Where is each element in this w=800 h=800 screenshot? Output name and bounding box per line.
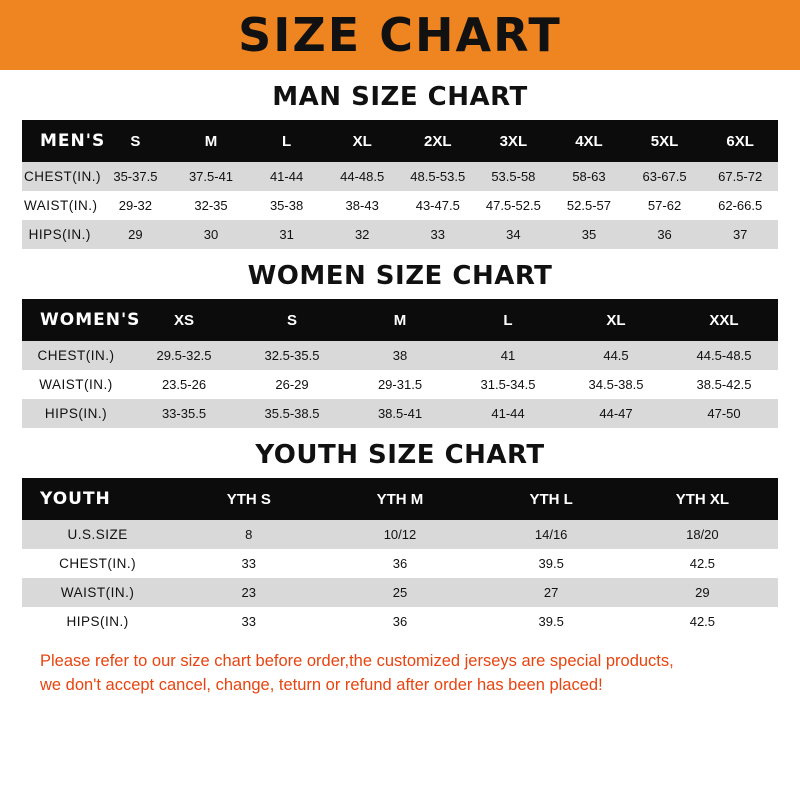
row-label-waist: WAIST(IN.) xyxy=(22,578,173,607)
header-cell-rowlabel: WOMEN'S xyxy=(22,299,130,341)
header-cell-l: L xyxy=(249,120,325,162)
header-cell-5xl: 5XL xyxy=(627,120,703,162)
row-label-hips: HIPS(IN.) xyxy=(22,399,130,428)
cell-chest-4xl: 58-63 xyxy=(551,162,627,191)
cell-chest-l: 41 xyxy=(454,341,562,370)
cell-hips-yth-s: 33 xyxy=(173,607,324,636)
header-cell-rowlabel: YOUTH xyxy=(22,478,173,520)
cell-waist-xs: 23.5-26 xyxy=(130,370,238,399)
cell-waist-l: 35-38 xyxy=(249,191,325,220)
table-women-body xyxy=(22,341,778,428)
table-youth-head xyxy=(22,478,778,520)
table-row xyxy=(22,162,778,191)
table-row xyxy=(22,578,778,607)
row-label-hips: HIPS(IN.) xyxy=(22,607,173,636)
cell-waist-m: 32-35 xyxy=(173,191,249,220)
header-cell-xl: XL xyxy=(324,120,400,162)
cell-hips-xxl: 47-50 xyxy=(670,399,778,428)
row-label-chest: CHEST(IN.) xyxy=(22,162,98,191)
cell-waist-yth-l: 27 xyxy=(476,578,627,607)
cell-chest-yth-xl: 42.5 xyxy=(627,549,778,578)
cell-hips-m: 38.5-41 xyxy=(346,399,454,428)
cell-hips-s: 29 xyxy=(98,220,174,249)
cell-chest-2xl: 48.5-53.5 xyxy=(400,162,476,191)
row-label-waist: WAIST(IN.) xyxy=(22,370,130,399)
cell-waist-yth-s: 23 xyxy=(173,578,324,607)
section-title-women: WOMEN SIZE CHART xyxy=(247,261,553,291)
cell-chest-xl: 44-48.5 xyxy=(324,162,400,191)
header-cell-xs: XS xyxy=(130,299,238,341)
header-cell-4xl: 4XL xyxy=(551,120,627,162)
header-cell-rowlabel: MEN'S xyxy=(22,120,98,162)
cell-waist-s: 29-32 xyxy=(98,191,174,220)
cell-hips-s: 35.5-38.5 xyxy=(238,399,346,428)
cell-chest-xl: 44.5 xyxy=(562,341,670,370)
cell-hips-xl: 32 xyxy=(324,220,400,249)
cell-chest-m: 38 xyxy=(346,341,454,370)
header-cell-m: M xyxy=(173,120,249,162)
cell-hips-yth-m: 36 xyxy=(324,607,475,636)
header-cell-2xl: 2XL xyxy=(400,120,476,162)
header-cell-s: S xyxy=(98,120,174,162)
table-man-body xyxy=(22,162,778,249)
header-cell-l: L xyxy=(454,299,562,341)
cell-chest-xs: 29.5-32.5 xyxy=(130,341,238,370)
table-header-row xyxy=(22,120,778,162)
cell-hips-2xl: 33 xyxy=(400,220,476,249)
table-row xyxy=(22,191,778,220)
cell-chest-l: 41-44 xyxy=(249,162,325,191)
table-row xyxy=(22,341,778,370)
section-title-man: MAN SIZE CHART xyxy=(272,82,528,112)
cell-waist-5xl: 57-62 xyxy=(627,191,703,220)
cell-waist-yth-m: 25 xyxy=(324,578,475,607)
cell-us-size-yth-xl: 18/20 xyxy=(627,520,778,549)
cell-hips-4xl: 35 xyxy=(551,220,627,249)
cell-us-size-yth-m: 10/12 xyxy=(324,520,475,549)
header-cell-yth-l: YTH L xyxy=(476,478,627,520)
cell-hips-yth-l: 39.5 xyxy=(476,607,627,636)
cell-waist-l: 31.5-34.5 xyxy=(454,370,562,399)
header-cell-xl: XL xyxy=(562,299,670,341)
disclaimer-line-1: Please refer to our size chart before order,the customized jerseys are special products, xyxy=(40,652,674,670)
table-row xyxy=(22,399,778,428)
header-cell-6xl: 6XL xyxy=(702,120,778,162)
cell-chest-3xl: 53.5-58 xyxy=(476,162,552,191)
table-women-head xyxy=(22,299,778,341)
cell-waist-2xl: 43-47.5 xyxy=(400,191,476,220)
cell-waist-xl: 38-43 xyxy=(324,191,400,220)
row-label-waist: WAIST(IN.) xyxy=(22,191,98,220)
section-youth xyxy=(22,440,778,636)
table-header-row xyxy=(22,478,778,520)
row-label-chest: CHEST(IN.) xyxy=(22,341,130,370)
content-area xyxy=(0,82,800,698)
table-youth-size xyxy=(22,478,778,636)
cell-waist-m: 29-31.5 xyxy=(346,370,454,399)
cell-chest-s: 32.5-35.5 xyxy=(238,341,346,370)
cell-chest-yth-m: 36 xyxy=(324,549,475,578)
table-row xyxy=(22,607,778,636)
cell-chest-yth-l: 39.5 xyxy=(476,549,627,578)
cell-hips-l: 31 xyxy=(249,220,325,249)
table-youth-body xyxy=(22,520,778,636)
cell-waist-yth-xl: 29 xyxy=(627,578,778,607)
cell-hips-3xl: 34 xyxy=(476,220,552,249)
cell-waist-6xl: 62-66.5 xyxy=(702,191,778,220)
cell-hips-l: 41-44 xyxy=(454,399,562,428)
table-man-size xyxy=(22,120,778,249)
table-row xyxy=(22,220,778,249)
table-header-row xyxy=(22,299,778,341)
table-women-size xyxy=(22,299,778,428)
cell-us-size-yth-s: 8 xyxy=(173,520,324,549)
section-title-youth: YOUTH SIZE CHART xyxy=(255,440,545,470)
cell-chest-s: 35-37.5 xyxy=(98,162,174,191)
cell-hips-yth-xl: 42.5 xyxy=(627,607,778,636)
header-cell-3xl: 3XL xyxy=(476,120,552,162)
row-label-us-size: U.S.SIZE xyxy=(22,520,173,549)
disclaimer-note xyxy=(22,650,778,698)
row-label-hips: HIPS(IN.) xyxy=(22,220,98,249)
cell-waist-xl: 34.5-38.5 xyxy=(562,370,670,399)
header-cell-yth-xl: YTH XL xyxy=(627,478,778,520)
header-cell-m: M xyxy=(346,299,454,341)
cell-chest-m: 37.5-41 xyxy=(173,162,249,191)
page-title: SIZE CHART xyxy=(238,8,562,62)
header-banner xyxy=(0,0,800,70)
table-row xyxy=(22,520,778,549)
table-man-head xyxy=(22,120,778,162)
header-cell-xxl: XXL xyxy=(670,299,778,341)
cell-hips-5xl: 36 xyxy=(627,220,703,249)
cell-waist-xxl: 38.5-42.5 xyxy=(670,370,778,399)
cell-chest-5xl: 63-67.5 xyxy=(627,162,703,191)
header-cell-s: S xyxy=(238,299,346,341)
section-man xyxy=(22,82,778,249)
header-cell-yth-m: YTH M xyxy=(324,478,475,520)
cell-chest-6xl: 67.5-72 xyxy=(702,162,778,191)
cell-chest-xxl: 44.5-48.5 xyxy=(670,341,778,370)
cell-waist-3xl: 47.5-52.5 xyxy=(476,191,552,220)
cell-hips-xl: 44-47 xyxy=(562,399,670,428)
disclaimer-line-2: we don't accept cancel, change, teturn or refund after order has been placed! xyxy=(40,675,603,694)
cell-hips-6xl: 37 xyxy=(702,220,778,249)
cell-hips-xs: 33-35.5 xyxy=(130,399,238,428)
table-row xyxy=(22,370,778,399)
cell-hips-m: 30 xyxy=(173,220,249,249)
cell-waist-4xl: 52.5-57 xyxy=(551,191,627,220)
cell-us-size-yth-l: 14/16 xyxy=(476,520,627,549)
row-label-chest: CHEST(IN.) xyxy=(22,549,173,578)
header-cell-yth-s: YTH S xyxy=(173,478,324,520)
section-women xyxy=(22,261,778,428)
cell-chest-yth-s: 33 xyxy=(173,549,324,578)
cell-waist-s: 26-29 xyxy=(238,370,346,399)
table-row xyxy=(22,549,778,578)
